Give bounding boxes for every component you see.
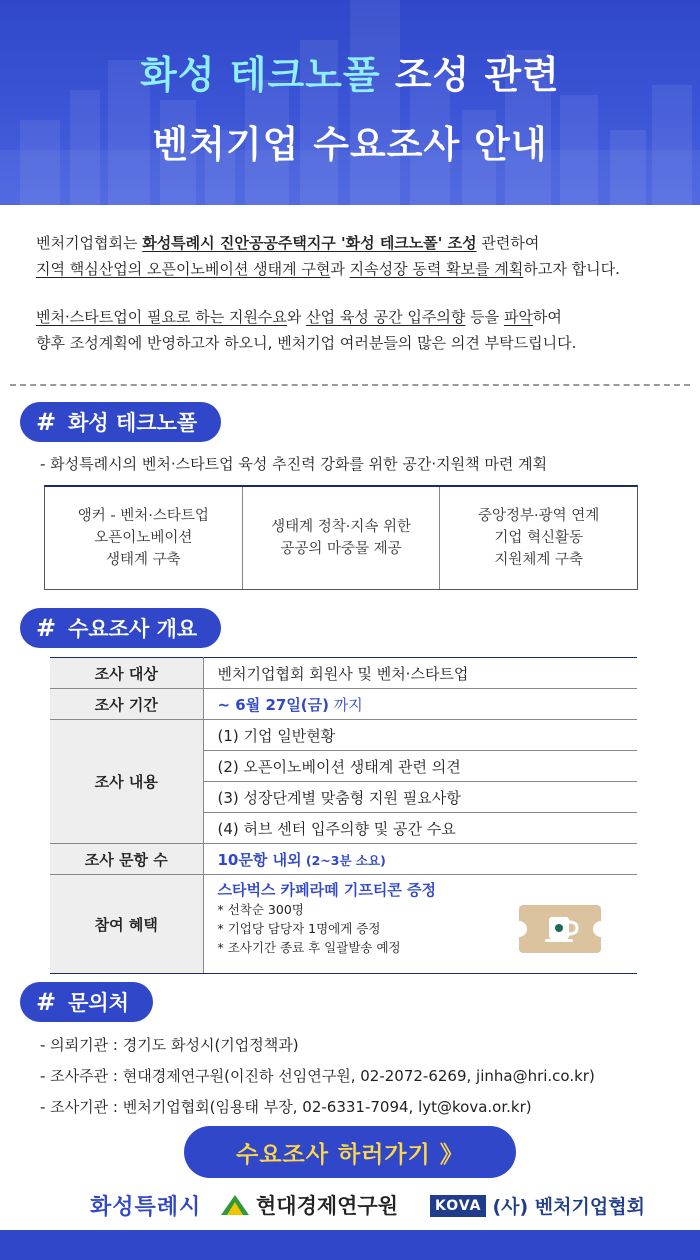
question-count: 10문항 내외 [217, 850, 302, 869]
content-item: (1) 기업 일반현황 [203, 720, 637, 751]
goals-table [44, 485, 638, 590]
contact-line-requester: - 의뢰기관 : 경기도 화성시(기업정책과) [40, 1036, 299, 1054]
intro-text-span: 과 [330, 260, 350, 278]
row-value [203, 875, 637, 974]
intro-text-span: 와 [286, 308, 307, 326]
footer-bar [0, 1230, 700, 1260]
contact-line-surveyor: - 조사기관 : 벤처기업협회(임용태 부장, 02-6331-7094, lyt@kova.or.kr) [40, 1098, 532, 1116]
intro-underline: 벤처·스타트업이 필요로 하는 지원수요 [36, 308, 287, 326]
goal-text: 지원체계 구축 [494, 552, 583, 568]
hero-banner [0, 0, 700, 205]
benefit-block [218, 879, 638, 973]
benefit-line: * 조사기간 종료 후 일괄발송 예정 [217, 940, 401, 955]
table-row [50, 689, 637, 720]
period-suffix: 까지 [329, 695, 363, 714]
section-title: 문의처 [68, 991, 129, 1015]
row-label: 조사 문항 수 [50, 844, 203, 875]
content-item: (3) 성장단계별 맞춤형 지원 필요사항 [203, 782, 637, 813]
intro-text [36, 230, 676, 378]
hero-title-highlight: 화성 테크노폴 [140, 53, 381, 97]
row-value [203, 844, 637, 875]
intro-underline: 지속성장 동력 확보를 계획 [349, 260, 524, 278]
period-date: ~ 6월 27일(금) [217, 695, 330, 714]
contact-list [40, 1030, 595, 1123]
benefit-line: * 선착순 300명 [217, 902, 304, 917]
goal-text: 공공의 마중물 제공 [280, 541, 402, 557]
goal-cell-central [439, 487, 637, 589]
intro-text-span: 벤처기업협회는 [36, 234, 143, 252]
go-to-survey-button[interactable]: 수요조사 하러가기 》 [184, 1126, 516, 1178]
benefit-title: 스타벅스 카페라떼 기프티콘 증정 [217, 881, 437, 899]
goal-text: 오픈이노베이션 [94, 530, 193, 546]
intro-text-span: 등을 [465, 308, 504, 326]
hash-icon: # [36, 988, 57, 1016]
goal-text: 앵커 - 벤처·스타트업 [77, 508, 209, 524]
goal-text: 생태계 구축 [106, 552, 181, 568]
hero-title-rest: 조성 관련 [380, 53, 560, 97]
row-label: 참여 혜택 [50, 875, 203, 974]
content-item: (4) 허브 센터 입주의향 및 공간 수요 [203, 813, 637, 844]
coffee-cup-icon [517, 901, 603, 957]
section-heading-survey [20, 608, 221, 648]
intro-text-span: 향후 조성계획에 반영하고자 하오니, 벤처기업 여러분들의 많은 의견 부탁드립니다. [36, 334, 577, 352]
table-row [50, 844, 637, 875]
kova-logo [430, 1192, 645, 1219]
contact-line-organizer: - 조사주관 : 현대경제연구원(이진하 선임연구원, 02-2072-6269, jinha@hri.co.kr) [40, 1067, 595, 1085]
section-title: 화성 테크노폴 [68, 411, 198, 435]
row-value: 벤처기업협회 회원사 및 벤처·스타트업 [203, 658, 637, 689]
section-heading-technopol [20, 402, 221, 442]
goal-cell-public [242, 487, 440, 589]
question-time: (2~3분 소요) [301, 852, 386, 868]
intro-paragraph-1 [36, 230, 676, 282]
content-item: (2) 오픈이노베이션 생태계 관련 의견 [203, 751, 637, 782]
hash-icon: # [36, 408, 57, 436]
kova-logo-text: (사) 벤처기업협회 [492, 1196, 645, 1218]
survey-overview-table [50, 657, 637, 974]
city-skyline-illustration [0, 0, 700, 205]
row-label: 조사 내용 [50, 720, 203, 844]
goal-text: 중앙정부·광역 연계 [478, 508, 600, 524]
intro-underline: 파악 [503, 308, 533, 326]
table-row [50, 658, 637, 689]
intro-underline: 산업 육성 공간 입주의향 [306, 308, 466, 326]
table-row [50, 875, 637, 974]
hero-title [0, 44, 700, 99]
hash-icon: # [36, 614, 57, 642]
hero-subtitle: 벤처기업 수요조사 안내 [152, 123, 548, 166]
benefit-line: * 기업당 담당자 1명에게 증정 [217, 921, 381, 936]
goal-text: 생태계 정착·지속 위한 [271, 519, 411, 535]
row-label: 조사 기간 [50, 689, 203, 720]
table-row [50, 720, 637, 751]
dashed-divider [10, 384, 690, 386]
intro-text-span: 하여 [532, 308, 562, 326]
intro-emphasis: 화성특례시 진안공공주택지구 '화성 테크노폴' 조성 [142, 234, 477, 252]
triangle-logo-icon [220, 1193, 250, 1217]
intro-paragraph-2 [36, 304, 676, 356]
intro-text-span: 하고자 합니다. [523, 260, 620, 278]
kova-mark: KOVA [430, 1195, 486, 1217]
row-label: 조사 대상 [50, 658, 203, 689]
row-value [203, 689, 637, 720]
intro-underline: 지역 핵심산업의 오픈이노베이션 생태계 구현 [36, 260, 331, 278]
hwaseong-logo: 화성특례시 [90, 1195, 202, 1220]
hri-logo-text: 현대경제연구원 [256, 1194, 399, 1218]
hri-logo [220, 1190, 398, 1220]
section-title: 수요조사 개요 [68, 617, 198, 641]
goal-text: 기업 혁신활동 [494, 530, 583, 546]
intro-text-span: 관련하여 [476, 234, 540, 252]
section-heading-contact [20, 982, 153, 1022]
technopol-bullet: - 화성특례시의 벤처·스타트업 육성 추진력 강화를 위한 공간·지원책 마련 계획 [40, 455, 548, 473]
goal-cell-anchor [45, 487, 242, 589]
